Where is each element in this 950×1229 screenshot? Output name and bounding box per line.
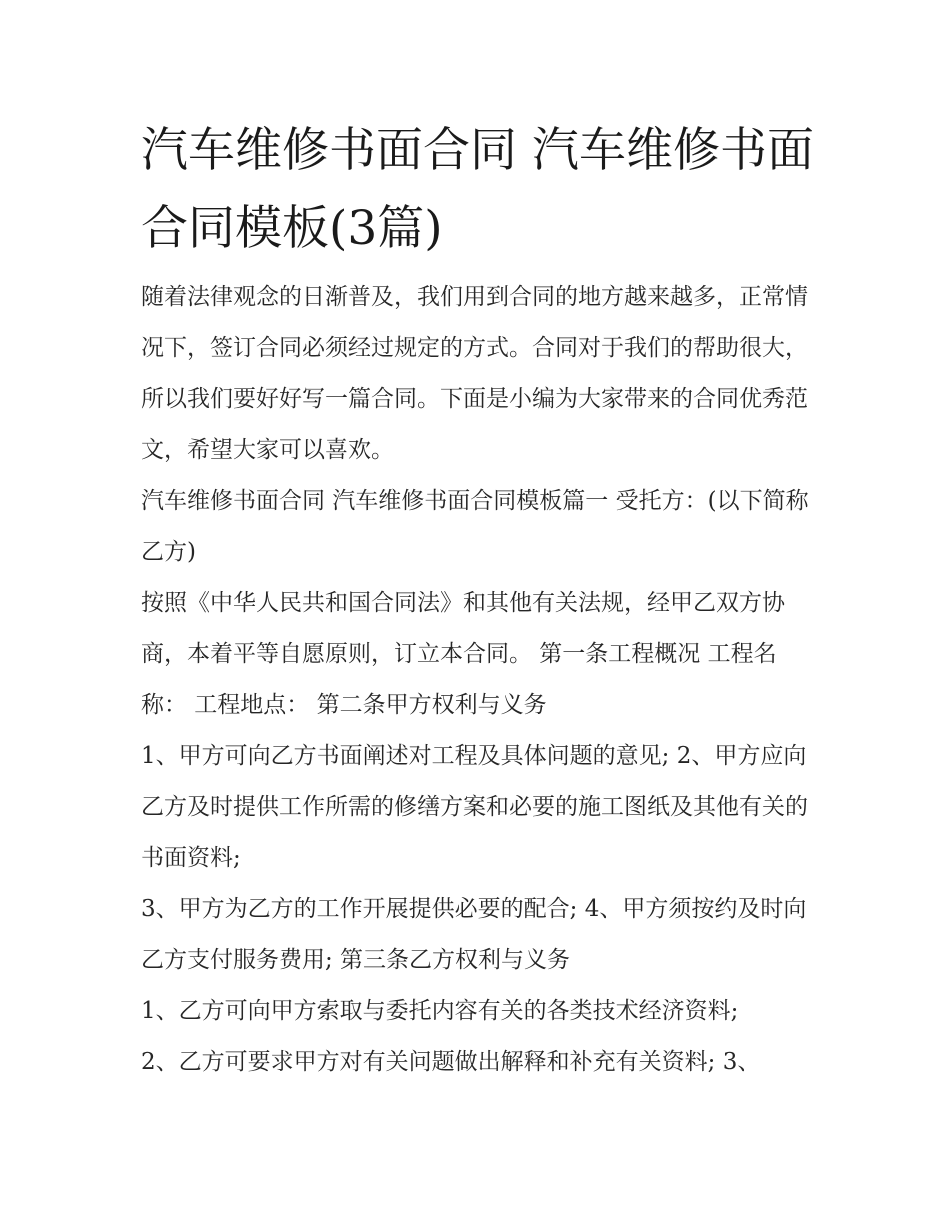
paragraph-party-b-duties-2: 2、乙方可要求甲方对有关问题做出解释和补充有关资料; 3、 bbox=[141, 1049, 761, 1075]
paragraph-preamble: 按照《中华人民共和国合同法》和其他有关法规，经甲乙双方协商，本着平等自愿原则，订立本合同。 第一条工程概况 工程名称： 工程地点： 第二条甲方权利与义务 bbox=[141, 590, 785, 718]
document-page bbox=[141, 112, 821, 1088]
paragraph-template-heading: 汽车维修书面合同 汽车维修书面合同模板篇一 受托方：(以下简称乙方) bbox=[141, 488, 809, 565]
document-title: 汽车维修书面合同 汽车维修书面合同模板(3篇) bbox=[141, 123, 814, 256]
paragraph-party-b-duties-1: 1、乙方可向甲方索取与委托内容有关的各类技术经济资料; bbox=[141, 998, 739, 1024]
paragraph-party-a-duties-2: 3、甲方为乙方的工作开展提供必要的配合; 4、甲方须按约及时向乙方支付服务费用; 第三条乙方权利与义务 bbox=[141, 896, 807, 973]
paragraph-intro: 随着法律观念的日渐普及，我们用到合同的地方越来越多，正常情况下，签订合同必须经过规定的方式。合同对于我们的帮助很大，所以我们要好好写一篇合同。下面是小编为大家带来的合同优秀范文，希望大家可以喜欢。 bbox=[141, 284, 808, 463]
paragraph-party-a-duties-1: 1、甲方可向乙方书面阐述对工程及具体问题的意见; 2、甲方应向乙方及时提供工作所需的修缮方案和必要的施工图纸及其他有关的书面资料; bbox=[141, 743, 808, 871]
